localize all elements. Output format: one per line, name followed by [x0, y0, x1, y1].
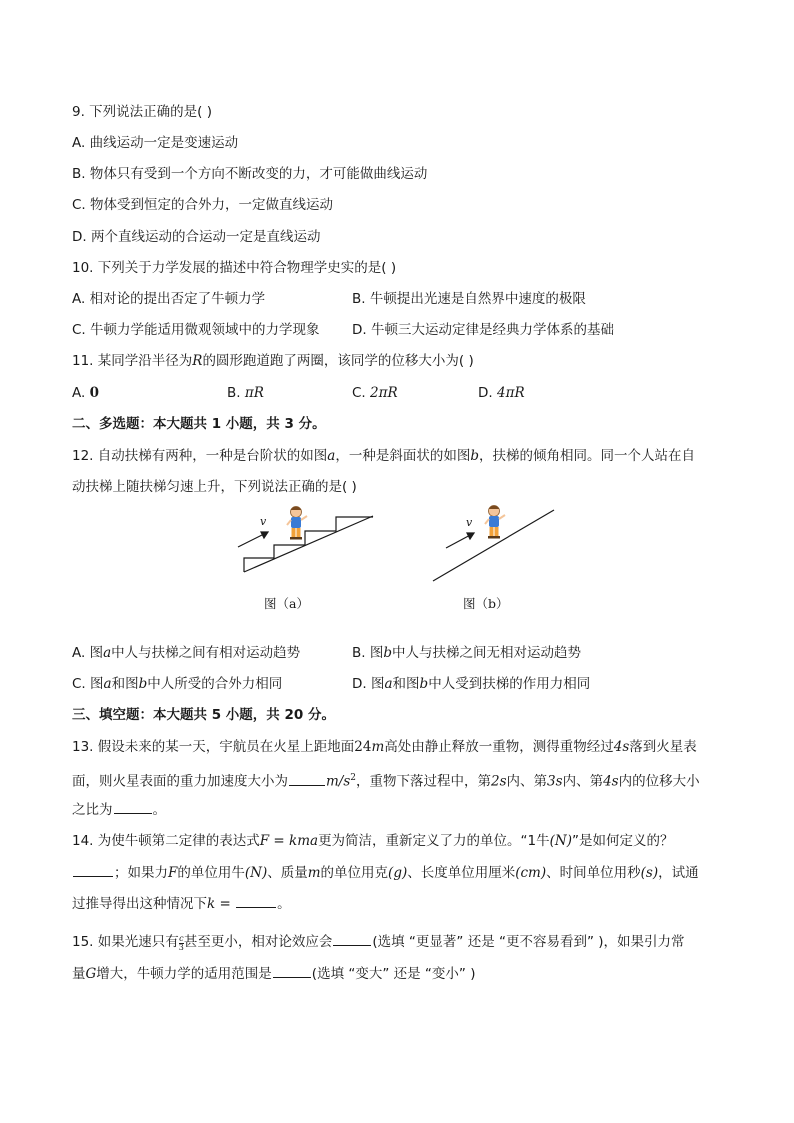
- q11-d-value: 4πR: [496, 385, 525, 401]
- q14-line1: [72, 831, 674, 851]
- q13-line2: [72, 768, 700, 792]
- q12-l1-c: ，扶梯的倾角相同。同一个人站在自: [478, 448, 695, 464]
- q10-stem: 10. 下列关于力学发展的描述中符合物理学史实的是( ): [72, 260, 397, 276]
- q15-l2-b: 增大，牛顿力学的适用范围是: [96, 966, 272, 982]
- figure-a-arrow-head: [261, 532, 268, 538]
- q11-c-value: 2πR: [370, 385, 398, 401]
- q14-unit-n: (N): [244, 865, 268, 881]
- figure-a-person-icon: [287, 507, 307, 540]
- q12-option-d: [352, 674, 590, 694]
- q9-stem: 9. 下列说法正确的是( ): [72, 104, 212, 120]
- q12-d-pre: D. 图: [352, 676, 385, 692]
- q15-l2-c: (选填 “变大” 还是 “变小” ): [311, 966, 476, 982]
- q13-l3-b: 。: [152, 802, 166, 818]
- q12-l1-var-b: b: [470, 448, 479, 464]
- q9-option-c: C. 物体受到恒定的合外力，一定做直线运动: [72, 197, 334, 213]
- q11-b-label: B.: [227, 385, 245, 401]
- q9-option-b: B. 物体只有受到一个方向不断改变的力，才可能做曲线运动: [72, 166, 428, 182]
- q14-l1-c: ”是如何定义的？: [572, 833, 674, 849]
- q11-b-value: πR: [244, 385, 264, 401]
- q13-accel-unit-exponent: 2: [350, 773, 357, 783]
- q12-d-var1: a: [384, 676, 393, 692]
- q13-second-4: 4s: [603, 773, 619, 790]
- q15-line1: [72, 931, 685, 952]
- q15-var-g: G: [85, 966, 97, 982]
- q12-stem-line2: 动扶梯上随扶梯匀速上升，下列说法正确的是( ): [72, 479, 357, 495]
- q11-stem: [72, 351, 474, 371]
- q11-option-b: [227, 383, 264, 403]
- q12-c-pre: C. 图: [72, 676, 104, 692]
- figure-a-v-label: v: [260, 515, 267, 528]
- q12-b-pre: B. 图: [352, 645, 384, 661]
- q14-blank-k[interactable]: [236, 893, 276, 908]
- q13-l1-a: 13. 假设未来的某一天，宇航员在火星上距地面: [72, 739, 355, 755]
- q13-second-2: 2s: [491, 773, 507, 790]
- q15-blank-range[interactable]: [273, 963, 311, 978]
- q14-l3-b: 。: [277, 896, 291, 912]
- q15-l1-a: 15. 如果光速只有: [72, 934, 179, 950]
- q12-a-var: a: [103, 645, 112, 661]
- q11-d-label: D.: [478, 385, 497, 401]
- q12-l1-a: 12. 自动扶梯有两种，一种是台阶状的如图: [72, 448, 328, 464]
- figure-b-person-icon: [485, 506, 505, 539]
- q12-d-mid: 和图: [392, 676, 420, 692]
- q12-b-var: b: [383, 645, 393, 661]
- q14-formula: F = kma: [259, 833, 319, 849]
- q14-var-f: F: [168, 865, 178, 881]
- q12-l1-var-a: a: [327, 448, 336, 464]
- q13-l2-c: 内、第: [506, 773, 548, 790]
- q11-option-d: [478, 383, 525, 403]
- q14-unit-g: (g): [388, 865, 408, 881]
- q12-l1-b: ，一种是斜面状的如图: [335, 448, 471, 464]
- q12-option-c: [72, 674, 282, 694]
- q13-height-num: 24: [354, 739, 372, 755]
- q11-a-label: A.: [72, 385, 90, 401]
- q13-accel-unit: m/s: [326, 773, 351, 790]
- q14-var-m: m: [307, 865, 321, 881]
- q14-var-k: k =: [207, 896, 231, 912]
- figure-a-caption: 图（a）: [264, 596, 309, 611]
- q11-a-value: 0: [89, 385, 99, 401]
- q11-option-a: [72, 383, 99, 403]
- q9-option-a: A. 曲线运动一定是变速运动: [72, 135, 239, 151]
- q10-option-d: D. 牛顿三大运动定律是经典力学体系的基础: [352, 322, 614, 338]
- q14-l1-a: 14. 为使牛顿第二定律的表达式: [72, 833, 260, 849]
- q14-newton-unit: (N): [549, 833, 573, 849]
- q14-l3-a: 过推导得出这种情况下: [72, 896, 207, 912]
- q13-l2-d: 内、第: [562, 773, 604, 790]
- q15-line2: [72, 963, 475, 984]
- q15-l1-b: 甚至更小，相对论效应会: [183, 934, 333, 950]
- q14-l2-b: 的单位用牛: [177, 865, 245, 881]
- q12-a-pre: A. 图: [72, 645, 104, 661]
- q13-second-3: 3s: [547, 773, 563, 790]
- section-multiple-choice-heading: 二、多选题：本大题共 1 小题，共 3 分。: [72, 416, 326, 432]
- q14-l1-b: 更为简洁，重新定义了力的单位。“1牛: [318, 833, 550, 849]
- q12-d-var2: b: [419, 676, 429, 692]
- q13-l3-a: 之比为: [72, 802, 113, 818]
- q14-l2-e: 、长度单位用厘米: [407, 865, 516, 881]
- figure-b-v-label: v: [466, 516, 473, 529]
- q13-l1-c: 落到火星表: [629, 739, 697, 755]
- q13-l1-b: 高处由静止释放一重物，测得重物经过: [384, 739, 614, 755]
- q12-b-post: 中人与扶梯之间无相对运动趋势: [392, 645, 582, 661]
- q13-height-unit: m: [371, 739, 385, 755]
- escalator-figure-b: [430, 500, 558, 584]
- q14-blank-definition[interactable]: [73, 862, 113, 877]
- q12-d-post: 中人受到扶梯的作用力相同: [428, 676, 591, 692]
- q12-option-a: [72, 643, 300, 663]
- q15-blank-relativity[interactable]: [333, 931, 371, 946]
- q11-stem-post: 的圆形跑道跑了两圈，该同学的位移大小为( ): [202, 353, 474, 369]
- q15-l2-a: 量: [72, 966, 86, 982]
- q13-line1: [72, 737, 697, 757]
- escalator-figure-a: [236, 500, 381, 578]
- q14-l2-g: ，试通: [658, 865, 699, 881]
- q11-c-label: C.: [352, 385, 371, 401]
- q12-option-b: [352, 643, 581, 663]
- q15-fraction-denominator: 3: [178, 943, 184, 952]
- q11-radius-var: R: [192, 353, 203, 369]
- q13-blank-ratio[interactable]: [114, 799, 152, 814]
- q11-stem-pre: 11. 某同学沿半径为: [72, 353, 193, 369]
- q13-line3: [72, 799, 166, 820]
- q14-line3: [72, 893, 291, 914]
- q14-l2-c: 、质量: [267, 865, 308, 881]
- q13-l2-b: ，重物下落过程中，第: [356, 773, 492, 790]
- q14-unit-cm: (cm): [515, 865, 547, 881]
- figure-b-arrow-head: [467, 533, 474, 539]
- q12-c-var2: b: [138, 676, 148, 692]
- q10-option-a: A. 相对论的提出否定了牛顿力学: [72, 291, 266, 307]
- q11-option-c: [352, 383, 398, 403]
- figure-b-caption: 图（b）: [463, 596, 509, 611]
- q14-l2-a: ；如果力: [114, 865, 168, 881]
- q12-c-var1: a: [103, 676, 112, 692]
- q13-time: 4s: [613, 739, 630, 755]
- q9-option-d: D. 两个直线运动的合运动一定是直线运动: [72, 229, 321, 245]
- q10-option-b: B. 牛顿提出光速是自然界中速度的极限: [352, 291, 586, 307]
- q15-fraction-numerator: c: [179, 934, 184, 943]
- q13-blank-acceleration[interactable]: [289, 771, 325, 786]
- q14-unit-s: (s): [640, 865, 659, 881]
- q15-l1-c: (选填 “更显著” 还是 “更不容易看到” )，如果引力常: [372, 934, 685, 950]
- q14-line2: [72, 862, 699, 883]
- q12-c-mid: 和图: [111, 676, 139, 692]
- q13-l2-e: 内的位移大小: [618, 773, 700, 790]
- q12-stem-line1: [72, 446, 695, 466]
- q14-l2-d: 的单位用克: [320, 865, 389, 881]
- q14-l2-f: 、时间单位用秒: [546, 865, 641, 881]
- q12-a-post: 中人与扶梯之间有相对运动趋势: [111, 645, 301, 661]
- q12-c-post: 中人所受的合外力相同: [147, 676, 283, 692]
- q13-l2-a: 面，则火星表面的重力加速度大小为: [72, 773, 288, 790]
- q10-option-c: C. 牛顿力学能适用微观领域中的力学现象: [72, 322, 320, 338]
- section-fill-in-heading: 三、填空题：本大题共 5 小题，共 20 分。: [72, 707, 335, 723]
